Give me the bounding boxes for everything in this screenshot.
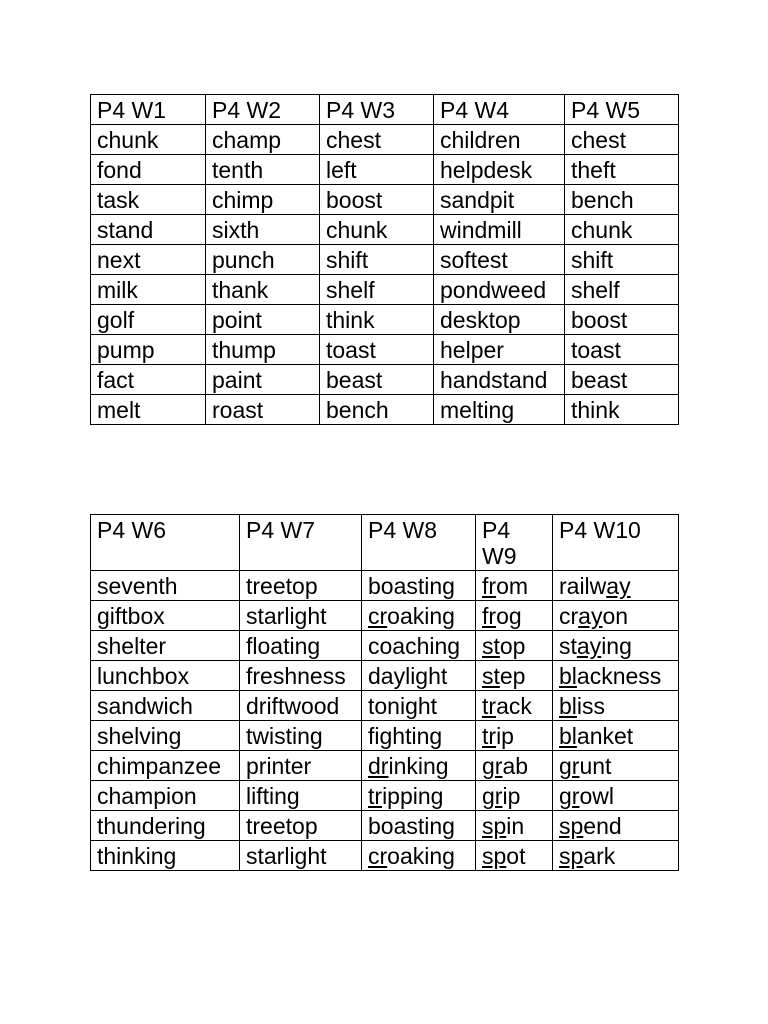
word-cell: floating [240,631,362,661]
word-cell: champ [206,125,320,155]
underlined-letters: fr [482,603,497,629]
word-cell: step [476,661,553,691]
word-cell: frog [476,601,553,631]
word-cell: daylight [362,661,476,691]
word-cell: spend [553,811,679,841]
word-row [91,601,679,631]
word-cell: shift [320,245,434,275]
word-cell: thundering [91,811,240,841]
word-cell: children [434,125,565,155]
word-cell: twisting [240,721,362,751]
word-cell: stand [91,215,206,245]
word-cell: milk [91,275,206,305]
word-cell: from [476,571,553,601]
word-cell: shelter [91,631,240,661]
column-header: P4 W4 [434,95,565,125]
word-cell: seventh [91,571,240,601]
word-cell: coaching [362,631,476,661]
word-row [91,571,679,601]
word-cell: croaking [362,841,476,871]
word-cell: spot [476,841,553,871]
word-cell: fact [91,365,206,395]
column-header: P4 W9 [476,515,553,571]
word-cell: tenth [206,155,320,185]
header-row [91,515,679,571]
underlined-letters: sp [482,813,507,839]
spelling-table-weeks-6-10 [90,514,679,871]
word-row [91,691,679,721]
word-cell: shift [565,245,679,275]
underlined-letters: gr [559,783,580,809]
word-cell: sixth [206,215,320,245]
word-row [91,335,679,365]
header-row [91,95,679,125]
word-cell: handstand [434,365,565,395]
spelling-table-weeks-1-5 [90,94,679,425]
word-cell: think [565,395,679,425]
word-cell: croaking [362,601,476,631]
word-cell: grip [476,781,553,811]
underlined-letters: cr [368,603,388,629]
column-header: P4 W8 [362,515,476,571]
underlined-letters: sp [482,843,507,869]
word-row [91,781,679,811]
word-cell: spark [553,841,679,871]
word-row [91,811,679,841]
word-cell: shelf [320,275,434,305]
word-cell: toast [565,335,679,365]
word-cell: giftbox [91,601,240,631]
word-cell: thinking [91,841,240,871]
word-cell: lunchbox [91,661,240,691]
word-cell: punch [206,245,320,275]
underlined-letters: bl [559,663,577,689]
word-cell: chimp [206,185,320,215]
underlined-letters: gr [482,783,503,809]
word-cell: roast [206,395,320,425]
word-cell: champion [91,781,240,811]
word-cell: shelf [565,275,679,305]
column-header: P4 W3 [320,95,434,125]
column-header: P4 W6 [91,515,240,571]
word-cell: left [320,155,434,185]
underlined-letters: st [482,633,500,659]
word-cell: freshness [240,661,362,691]
word-cell: growl [553,781,679,811]
word-cell: track [476,691,553,721]
word-cell: next [91,245,206,275]
word-cell: chest [565,125,679,155]
word-cell: thump [206,335,320,365]
underlined-letters: bl [559,723,577,749]
word-row [91,365,679,395]
word-cell: melting [434,395,565,425]
word-cell: trip [476,721,553,751]
underlined-letters: tr [482,723,497,749]
word-cell: boasting [362,811,476,841]
word-row [91,245,679,275]
word-cell: boost [565,305,679,335]
word-cell: grab [476,751,553,781]
table-1-body [91,95,679,425]
word-cell: sandpit [434,185,565,215]
word-cell: point [206,305,320,335]
word-cell: theft [565,155,679,185]
word-row [91,215,679,245]
word-cell: crayon [553,601,679,631]
word-cell: blackness [553,661,679,691]
word-cell: fighting [362,721,476,751]
word-row [91,631,679,661]
word-cell: treetop [240,811,362,841]
underlined-letters: bl [559,693,577,719]
underlined-letters: tr [482,693,497,719]
word-cell: beast [320,365,434,395]
underlined-letters: st [482,663,500,689]
word-row [91,155,679,185]
word-cell: desktop [434,305,565,335]
word-cell: shelving [91,721,240,751]
word-cell: paint [206,365,320,395]
word-cell: chunk [565,215,679,245]
word-cell: boost [320,185,434,215]
word-cell: chunk [91,125,206,155]
word-cell: chunk [320,215,434,245]
column-header: P4 W2 [206,95,320,125]
underlined-letters: ay [606,573,631,599]
word-cell: bench [320,395,434,425]
column-header: P4 W7 [240,515,362,571]
word-cell: softest [434,245,565,275]
word-cell: beast [565,365,679,395]
word-cell: pondweed [434,275,565,305]
word-cell: thank [206,275,320,305]
underlined-letters: ay [576,633,602,659]
word-cell: pump [91,335,206,365]
column-header: P4 W5 [565,95,679,125]
underlined-letters: dr [368,753,389,779]
word-cell: boasting [362,571,476,601]
word-cell: tripping [362,781,476,811]
word-row [91,661,679,691]
word-cell: windmill [434,215,565,245]
table-2-body [91,515,679,871]
word-cell: starlight [240,841,362,871]
word-cell: spin [476,811,553,841]
underlined-letters: tr [368,783,383,809]
word-cell: golf [91,305,206,335]
word-row [91,305,679,335]
word-row [91,185,679,215]
column-header: P4 W1 [91,95,206,125]
word-cell: driftwood [240,691,362,721]
word-cell: blanket [553,721,679,751]
underlined-letters: fr [482,573,497,599]
word-cell: staying [553,631,679,661]
underlined-letters: sp [559,813,584,839]
word-cell: railway [553,571,679,601]
word-cell: chimpanzee [91,751,240,781]
word-row [91,721,679,751]
word-cell: printer [240,751,362,781]
word-cell: tonight [362,691,476,721]
word-cell: lifting [240,781,362,811]
word-cell: bench [565,185,679,215]
word-cell: think [320,305,434,335]
word-cell: starlight [240,601,362,631]
word-row [91,125,679,155]
word-cell: fond [91,155,206,185]
word-cell: treetop [240,571,362,601]
word-cell: grunt [553,751,679,781]
word-cell: melt [91,395,206,425]
underlined-letters: sp [559,843,584,869]
word-cell: sandwich [91,691,240,721]
underlined-letters: ay [578,603,603,629]
underlined-letters: gr [559,753,580,779]
word-cell: task [91,185,206,215]
word-row [91,275,679,305]
word-cell: toast [320,335,434,365]
word-cell: helpdesk [434,155,565,185]
word-cell: stop [476,631,553,661]
word-cell: helper [434,335,565,365]
word-cell: bliss [553,691,679,721]
word-cell: chest [320,125,434,155]
word-row [91,841,679,871]
word-cell: drinking [362,751,476,781]
word-row [91,751,679,781]
underlined-letters: cr [368,843,388,869]
underlined-letters: gr [482,753,503,779]
column-header: P4 W10 [553,515,679,571]
word-row [91,395,679,425]
